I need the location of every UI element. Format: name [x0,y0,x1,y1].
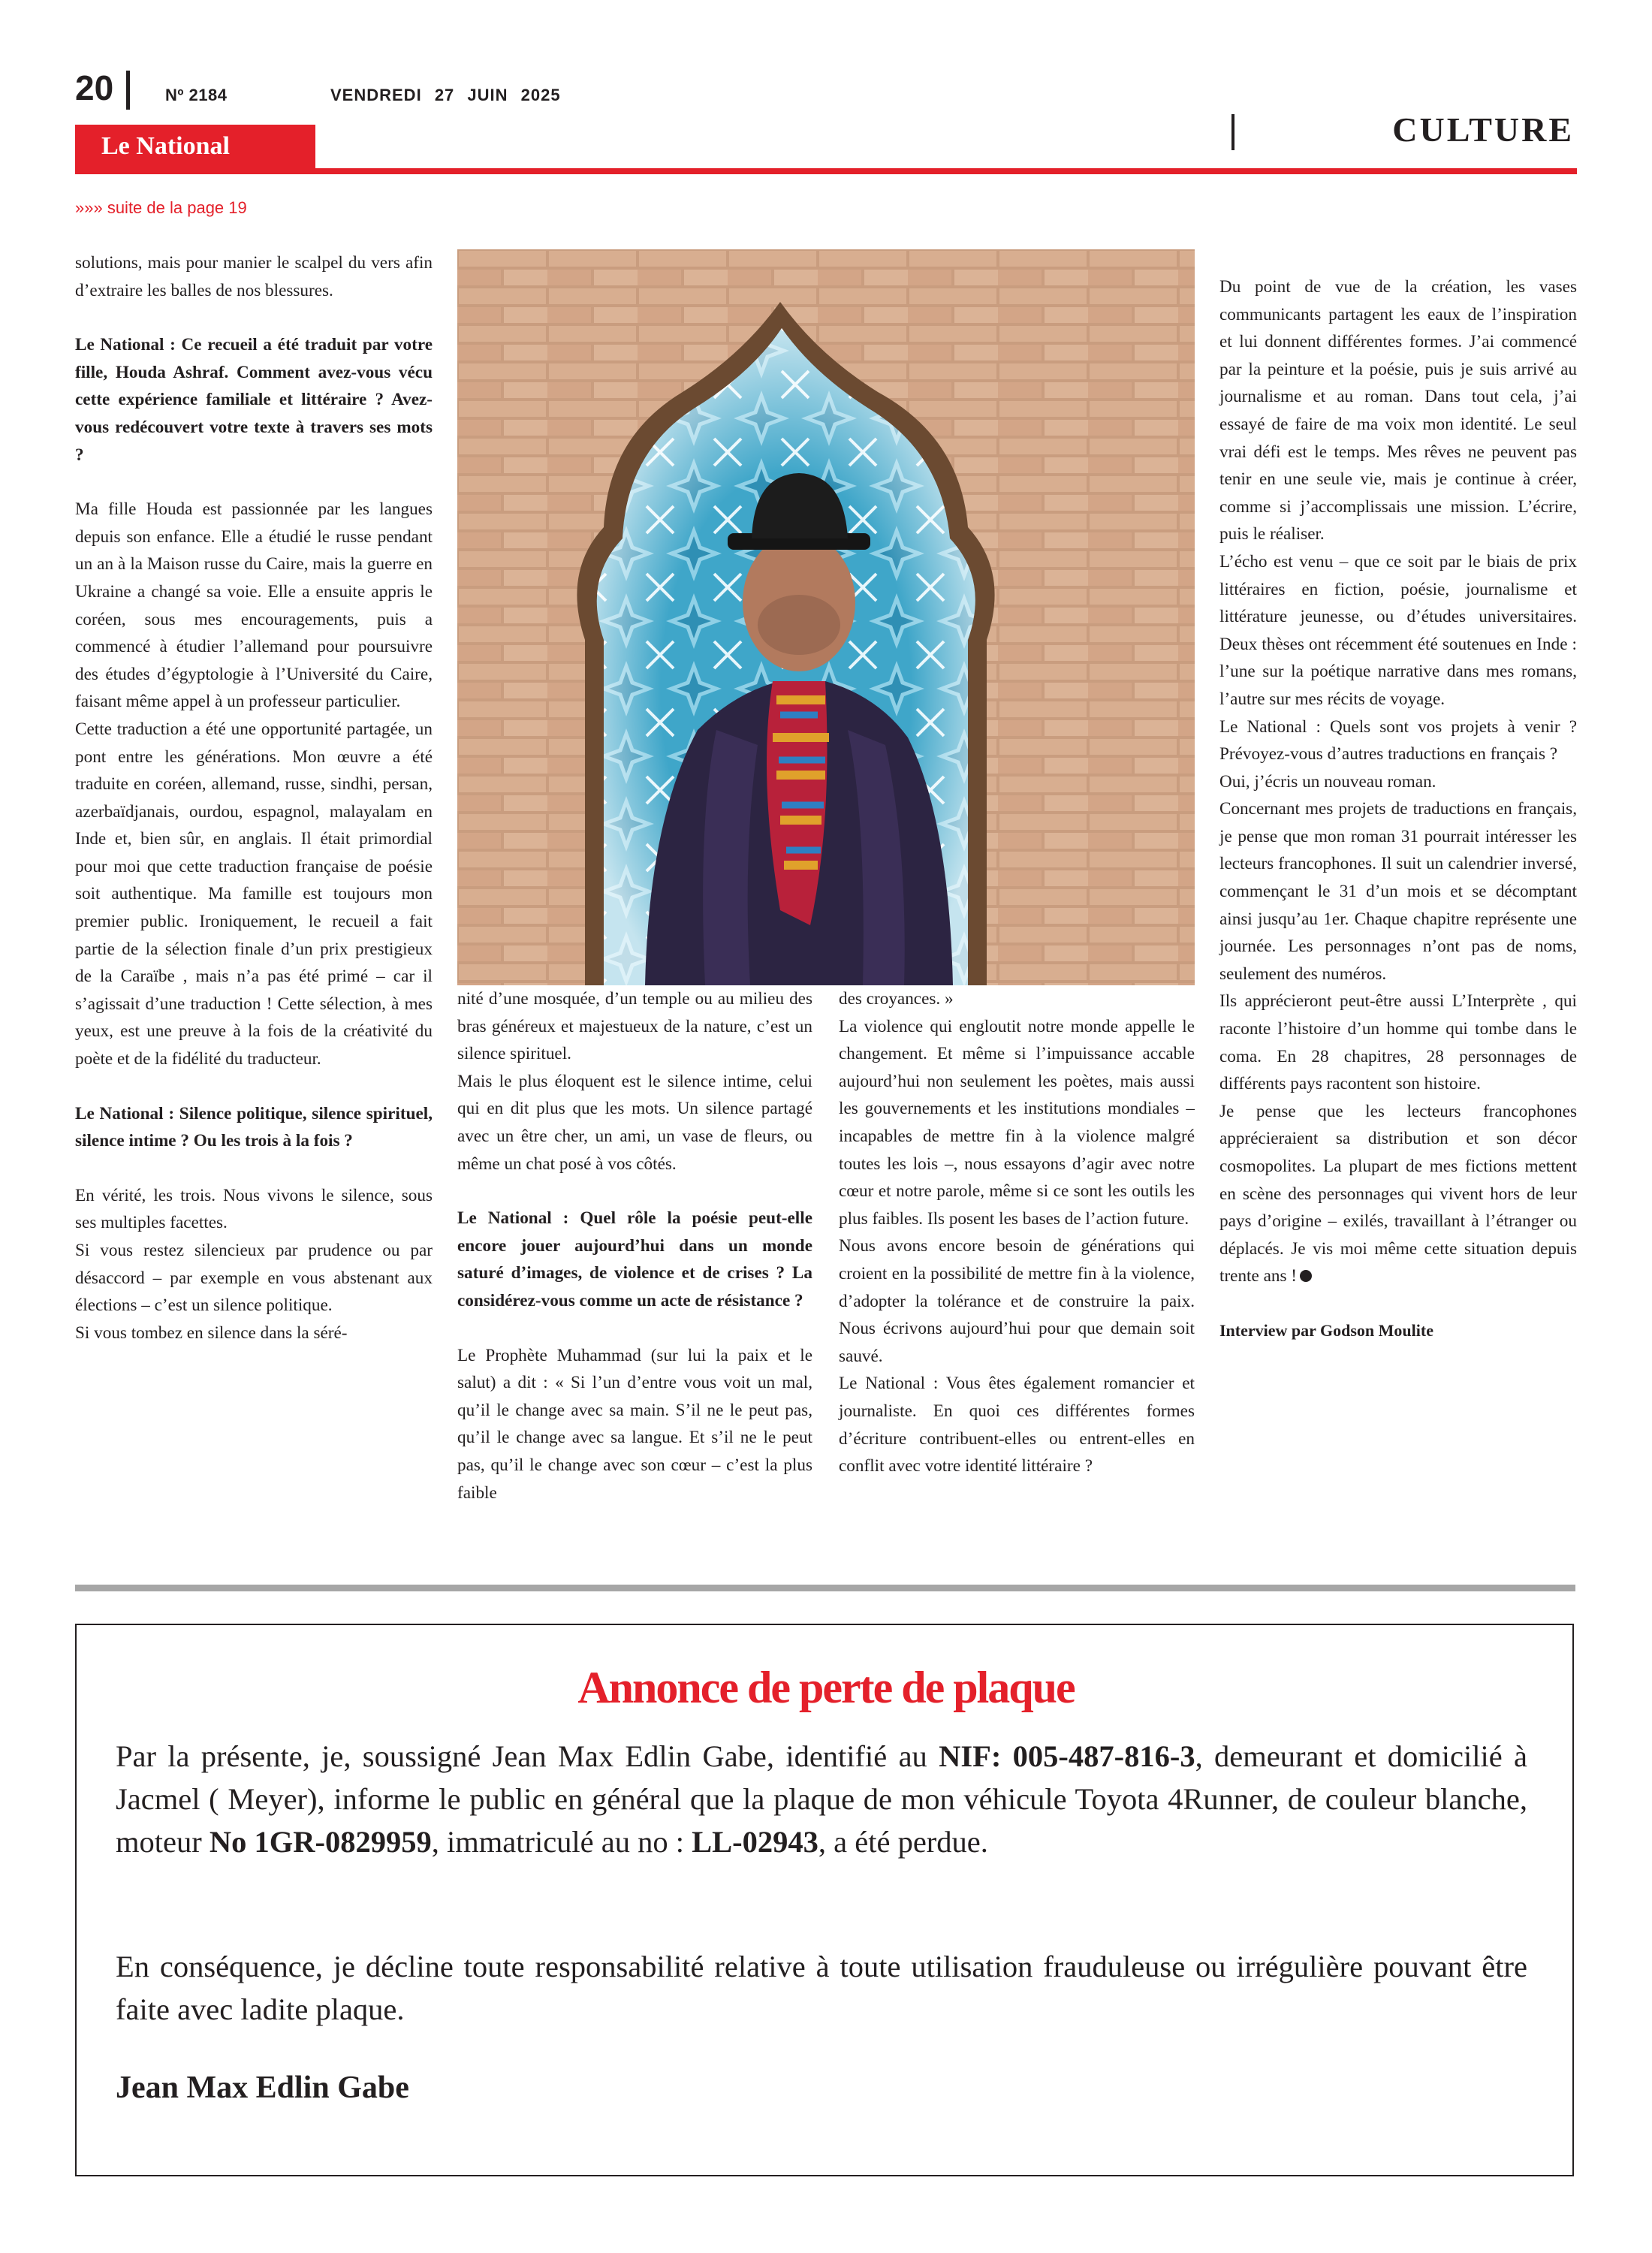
interview-question: Le National : Quel rôle la poésie peut-elle encore jouer aujourd’hui dans un monde saturé d’images, de violence et de crises ? La considérez-vous comme un acte de résistance ? [457,1208,812,1310]
ad-text: , a été perdue. [818,1825,988,1859]
interview-question: Le National : Silence politique, silence spirituel, silence intime ? Ou les trois à la fois ? [75,1103,433,1151]
publication-logo: Le National [101,132,230,160]
ad-paragraph-1 [116,1735,1527,1863]
ad-plate-number: LL-02943 [692,1825,818,1859]
paragraph: Ma fille Houda est passionnée par les langues depuis son enfance. Elle a étudié le russe pendant un an à la Maison russe du Caire, mais la guerre en Ukraine a changé sa voie. Elle a ensuite appris le coréen, sous mes encouragements, puis a commencé à étudier l’allemand pour poursuivre des études d’égyptologie à l’Université du Caire, faisant même appel à un professeur particulier. [75,499,433,712]
paragraph [1219,1098,1577,1290]
ad-text: , demeurant et domicilié à Jacmel ( Meyer), informe le public en général que la plaque de mon véhicule Toyota 4Runner, de couleur blanche, moteur [116,1739,1527,1859]
dateline [330,86,561,105]
paragraph: Du point de vue de la création, les vases communicants partagent les eaux de l’inspiration et lui donnent différentes formes. J’ai commencé par la peinture et la poésie, puis je suis arrivé au journalisme et au roman. Dans tout cela, j’ai essayé de faire de ma voix mon identité. Le seul vrai défi est le temps. Mes rêves ne peuvent pas tenir en une seule vie, mais je continue à créer, comme si j’accomplissais une mission. L’écrire, puis le réaliser. [1219,277,1577,544]
paragraph: Mais le plus éloquent est le silence intime, celui qui en dit plus que les mots. Un silence partagé avec un être cher, un ami, un vase de fleurs, ou même un chat posé à vos côtés. [457,1071,812,1174]
byline: Interview par Godson Moulite [1219,1320,1433,1340]
ad-paragraph-2: En conséquence, je décline toute responsabilité relative à toute utilisation frauduleuse ou irrégulière pouvant être faite avec ladite plaque. [116,1950,1527,2026]
page-number-divider [126,71,130,110]
paragraph: Si vous tombez en silence dans la séré- [75,1323,348,1343]
page-number: 20 [75,68,114,107]
paragraph: L’écho est venu – que ce soit par le biais de prix littéraires en fiction, poésie, journalisme et littérature jeunesse, ou d’études universitaires. Deux thèses ont récemment été soutenues en Inde : l’une sur la poétique narrative dans mes romans, l’autre sur mes récits de voyage. [1219,551,1577,709]
paragraph: Nous avons encore besoin de générations qui croient en la possibilité de mettre fin à la violence, d’adopter la tolérance et de construire la paix. Nous écrivons aujourd’hui pour que demain soit sauvé. [839,1236,1195,1366]
interview-question: Le National : Quels sont vos projets à venir ? Prévoyez-vous d’autres traductions en français ? [1219,716,1577,765]
section-title: CULTURE [1392,110,1574,149]
paragraph: Concernant mes projets de traductions en français, je pense que mon roman 31 pourrait intéresser les lecteurs francophones. Il suit un calendrier inversé, commençant le 31 d’un mois et se décomptant ainsi jusqu’au 1er. Chaque chapitre représente une journée. Les personnages n’ont pas de noms, seulement des numéros. [1219,799,1577,984]
paragraph-text: Je pense que les lecteurs francophones apprécieraient sa distribution et son décor cosmopolites. La plupart de mes fictions mettent en scène des personnages qui vivent hors de leur pays d’origine – exilés, travaillant à l’étranger ou déplacés. Je vis moi même cette situation depuis trente ans ! [1219,1101,1577,1286]
author-photo [457,249,1195,985]
dateline-date: 27 JUIN 2025 [434,86,561,104]
ad-nif: NIF: 005-487-816-3 [939,1739,1195,1773]
article-column-2 [457,985,812,1507]
article-column-3 [839,985,1195,1480]
paragraph: Le Prophète Muhammad (sur lui la paix et le salut) a dit : « Si l’un d’entre vous voit un mal, qu’il le change avec sa main. S’il ne le peut pas, qu’il le change avec sa langue. Et s’il ne le peut pas, qu’il le change avec son cœur – c’est la plus faible [457,1345,812,1503]
ad-title: Annonce de perte de plaque [577,1663,1075,1712]
interview-question: Le National : Ce recueil a été traduit par votre fille, Houda Ashraf. Comment avez-vous vécu cette expérience familiale et littéraire ? Avez-vous redécouvert votre texte à travers ses mots ? [75,335,433,465]
paragraph: des croyances. » [839,989,954,1009]
dateline-day: VENDREDI [330,86,422,104]
interview-question: Le National : Vous êtes également romancier et journaliste. En quoi ces différentes formes d’écriture contribuent-elles ou entrent-elles en conflit avec votre identité littéraire ? [839,1374,1195,1476]
continued-from: »»» suite de la page 19 [75,198,247,217]
end-of-article-icon [1300,1270,1312,1282]
ad-text: , immatriculé au no : [431,1825,692,1859]
paragraph: La violence qui engloutit notre monde appelle le changement. Et même si l’impuissance accable aujourd’hui non seulement les poètes, mais aussi les gouvernements et les institutions mondiales – incapables de mettre fin à la violence malgré toutes les lois –, nous essayons d’agir avec notre cœur et notre parole, même si ce sont les outils les plus faibles. Ils posent les bases de l’action future. [839,1016,1195,1229]
paragraph: solutions, mais pour manier le scalpel du vers afin d’extraire les balles de nos blessures. [75,253,433,300]
paragraph: En vérité, les trois. Nous vivons le silence, sous ses multiples facettes. [75,1185,433,1233]
ad-text: Par la présente, je, soussigné Jean Max Edlin Gabe, identifié au [116,1739,939,1773]
section-divider [1231,114,1234,150]
paragraph: Oui, j’écris un nouveau roman. [1219,771,1436,792]
paragraph: nité d’une mosquée, d’un temple ou au milieu des bras généreux et majestueux de la nature, c’est un silence spirituel. [457,989,812,1064]
article-column-4 [1219,273,1577,1345]
paragraph: Cette traduction a été une opportunité partagée, un pont entre les générations. Mon œuvre a été traduite en coréen, allemand, russe, sindhi, persan, azerbaïdjanais, ourdou, espagnol, malayalam en Inde et, bien sûr, en anglais. Il était primordial pour moi que cette traduction française de poésie soit authentique. Ma famille est toujours mon premier public. Ironiquement, le recueil a fait partie de la sélection finale d’un prix prestigieux de la Caraïbe , mais n’a pas été primé – car il s’agissait d’une traduction ! Cette sélection, à mes yeux, est une preuve à la fois de la créativité du poète et de la fidélité du traducteur. [75,719,433,1069]
paragraph: Si vous restez silencieux par prudence ou par désaccord – par exemple en vous abstenant aux élections – c’est un silence politique. [75,1241,433,1316]
ad-signature: Jean Max Edlin Gabe [116,2071,409,2105]
section-divider-rule [75,1585,1575,1591]
article-column-1 [75,249,433,1347]
issue-number: Nº 2184 [165,86,228,104]
paragraph: Ils apprécieront peut-être aussi L’Interprète , qui raconte l’histoire d’un homme qui tombe dans le coma. En 28 chapitres, 28 personnages de différents pays racontent son histoire. [1219,991,1577,1094]
ad-motor-number: No 1GR-0829959 [209,1825,432,1859]
